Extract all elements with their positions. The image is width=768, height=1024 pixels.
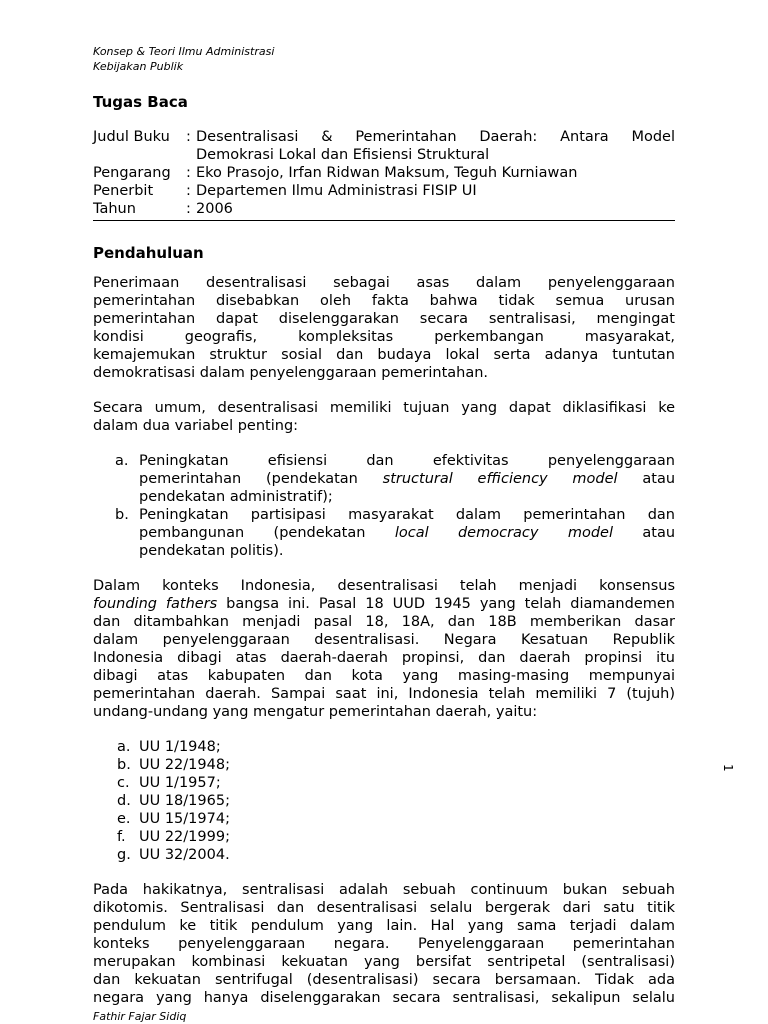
text-line: founding fathers bangsa ini. Pasal 18 UUD 1945 yang telah diamandemen xyxy=(93,596,675,612)
meta-row-penerbit xyxy=(93,182,675,200)
footer-author: Fathir Fajar Sidiq xyxy=(93,1010,187,1023)
paragraph-4 xyxy=(93,881,675,1007)
text-line: pendekatan politis). xyxy=(139,543,284,559)
list-item-label: g. xyxy=(117,847,131,863)
paragraph-2 xyxy=(93,399,675,435)
list-item xyxy=(93,792,675,810)
text-line: demokratisasi dalam penyelenggaraan pemerintahan. xyxy=(93,365,489,381)
meta-colon: : xyxy=(186,201,191,217)
list-item-text: UU 15/1974; xyxy=(139,811,230,827)
paragraph-1 xyxy=(93,274,675,382)
meta-label: Pengarang xyxy=(93,165,171,181)
italic-term: local democracy model xyxy=(394,525,613,541)
text-line: Secara umum, desentralisasi memiliki tujuan yang dapat diklasifikasi ke xyxy=(93,400,675,416)
text-line: pemerintahan dapat diselenggarakan secara sentralisasi, mengingat xyxy=(93,311,675,327)
text-line: pemerintahan disebabkan oleh fakta bahwa tidak semua urusan xyxy=(93,293,675,309)
body-text xyxy=(93,274,675,1007)
meta-label: Penerbit xyxy=(93,183,154,199)
meta-colon: : xyxy=(186,183,191,199)
meta-colon: : xyxy=(186,165,191,181)
italic-term: founding fathers xyxy=(93,596,218,612)
list-item xyxy=(93,774,675,792)
text-line: pemerintahan daerah. Sampai saat ini, Indonesia telah memiliki 7 (tujuh) xyxy=(93,686,675,702)
list-item-text: UU 1/1948; xyxy=(139,739,221,755)
italic-term: structural efficiency model xyxy=(382,471,618,487)
list-item-label: b. xyxy=(117,757,131,773)
page-title: Tugas Baca xyxy=(93,93,188,111)
list-item xyxy=(93,756,675,774)
meta-value xyxy=(196,128,675,146)
meta-value: Departemen Ilmu Administrasi FISIP UI xyxy=(196,183,477,199)
list-item-text: UU 32/2004. xyxy=(139,847,230,863)
list-item-label: f. xyxy=(117,829,126,845)
text-line: Indonesia dibagi atas daerah-daerah propinsi, dan daerah propinsi itu xyxy=(93,650,675,666)
list-item-text: UU 22/1948; xyxy=(139,757,230,773)
list-item-label: d. xyxy=(117,793,131,809)
meta-colon: : xyxy=(186,129,191,145)
meta-value: 2006 xyxy=(196,201,233,217)
laws-list xyxy=(93,738,675,864)
text-line: dalam dua variabel penting: xyxy=(93,418,299,434)
text-line: pemerintahan (pendekatan structural efficiency model atau xyxy=(139,471,675,487)
running-header xyxy=(93,44,274,74)
judul-line-2: Demokrasi Lokal dan Efisiensi Struktural xyxy=(196,147,490,163)
meta-label: Judul Buku xyxy=(93,129,170,145)
meta-row-judul-cont xyxy=(93,146,675,164)
list-item-label: c. xyxy=(117,775,130,791)
text-line: dan ditambahkan menjadi pasal 18, 18A, dan 18B memberikan dasar xyxy=(93,614,675,630)
book-metadata xyxy=(93,128,675,218)
divider-line xyxy=(93,220,675,221)
paragraph-3 xyxy=(93,577,675,721)
meta-label: Tahun xyxy=(93,201,136,217)
judul-line-1: Desentralisasi & Pemerintahan Daerah: Antara Model xyxy=(196,129,675,145)
text-line: Peningkatan partisipasi masyarakat dalam pemerintahan dan xyxy=(139,507,675,523)
text-line: pendekatan administratif); xyxy=(139,489,333,505)
meta-row-tahun xyxy=(93,200,675,218)
list-item-text: UU 1/1957; xyxy=(139,775,221,791)
text-line: dikotomis. Sentralisasi dan desentralisasi selalu bergerak dari satu titik xyxy=(93,900,675,916)
header-line-1: Konsep & Teori Ilmu Administrasi xyxy=(93,45,275,58)
text-line: kemajemukan struktur sosial dan budaya lokal serta adanya tuntutan xyxy=(93,347,675,363)
meta-row-pengarang xyxy=(93,164,675,182)
list-item-label: a. xyxy=(115,453,129,469)
text-line: merupakan kombinasi kekuatan yang bersifat sentripetal (sentralisasi) xyxy=(93,954,675,970)
text-line: pendulum ke titik pendulum yang lain. Hal yang sama terjadi dalam xyxy=(93,918,675,934)
text-line: pembangunan (pendekatan local democracy model atau xyxy=(139,525,675,541)
text-line: Penerimaan desentralisasi sebagai asas dalam penyelenggaraan xyxy=(93,275,675,291)
list-item-label: e. xyxy=(117,811,131,827)
header-line-2: Kebijakan Publik xyxy=(93,60,184,73)
text-line: Pada hakikatnya, sentralisasi adalah sebuah continuum bukan sebuah xyxy=(93,882,675,898)
meta-row-judul xyxy=(93,128,675,146)
list-item xyxy=(93,452,675,506)
list-item-text: UU 22/1999; xyxy=(139,829,230,845)
list-item xyxy=(93,738,675,756)
list-item xyxy=(93,810,675,828)
list-item-text: UU 18/1965; xyxy=(139,793,230,809)
list-item xyxy=(93,828,675,846)
list-item xyxy=(93,846,675,864)
text-line: kondisi geografis, kompleksitas perkembangan masyarakat, xyxy=(93,329,675,345)
text-line: konteks penyelenggaraan negara. Penyelenggaraan pemerintahan xyxy=(93,936,675,952)
section-heading: Pendahuluan xyxy=(93,244,204,262)
goals-list xyxy=(93,452,675,560)
page-number: 1 xyxy=(721,764,735,772)
text-line: undang-undang yang mengatur pemerintahan daerah, yaitu: xyxy=(93,704,538,720)
list-item-label: a. xyxy=(117,739,131,755)
text-line: Peningkatan efisiensi dan efektivitas penyelenggaraan xyxy=(139,453,675,469)
text-line: Dalam konteks Indonesia, desentralisasi telah menjadi konsensus xyxy=(93,578,675,594)
list-item-label: b. xyxy=(115,507,129,523)
list-item xyxy=(93,506,675,560)
meta-value: Eko Prasojo, Irfan Ridwan Maksum, Teguh Kurniawan xyxy=(196,165,578,181)
text-line: negara yang hanya diselenggarakan secara sentralisasi, sekalipun selalu xyxy=(93,990,675,1006)
text-line: dibagi atas kabupaten dan kota yang masing-masing mempunyai xyxy=(93,668,675,684)
text-line: dalam penyelenggaraan desentralisasi. Negara Kesatuan Republik xyxy=(93,632,675,648)
text-line: dan kekuatan sentrifugal (desentralisasi) secara bersamaan. Tidak ada xyxy=(93,972,675,988)
